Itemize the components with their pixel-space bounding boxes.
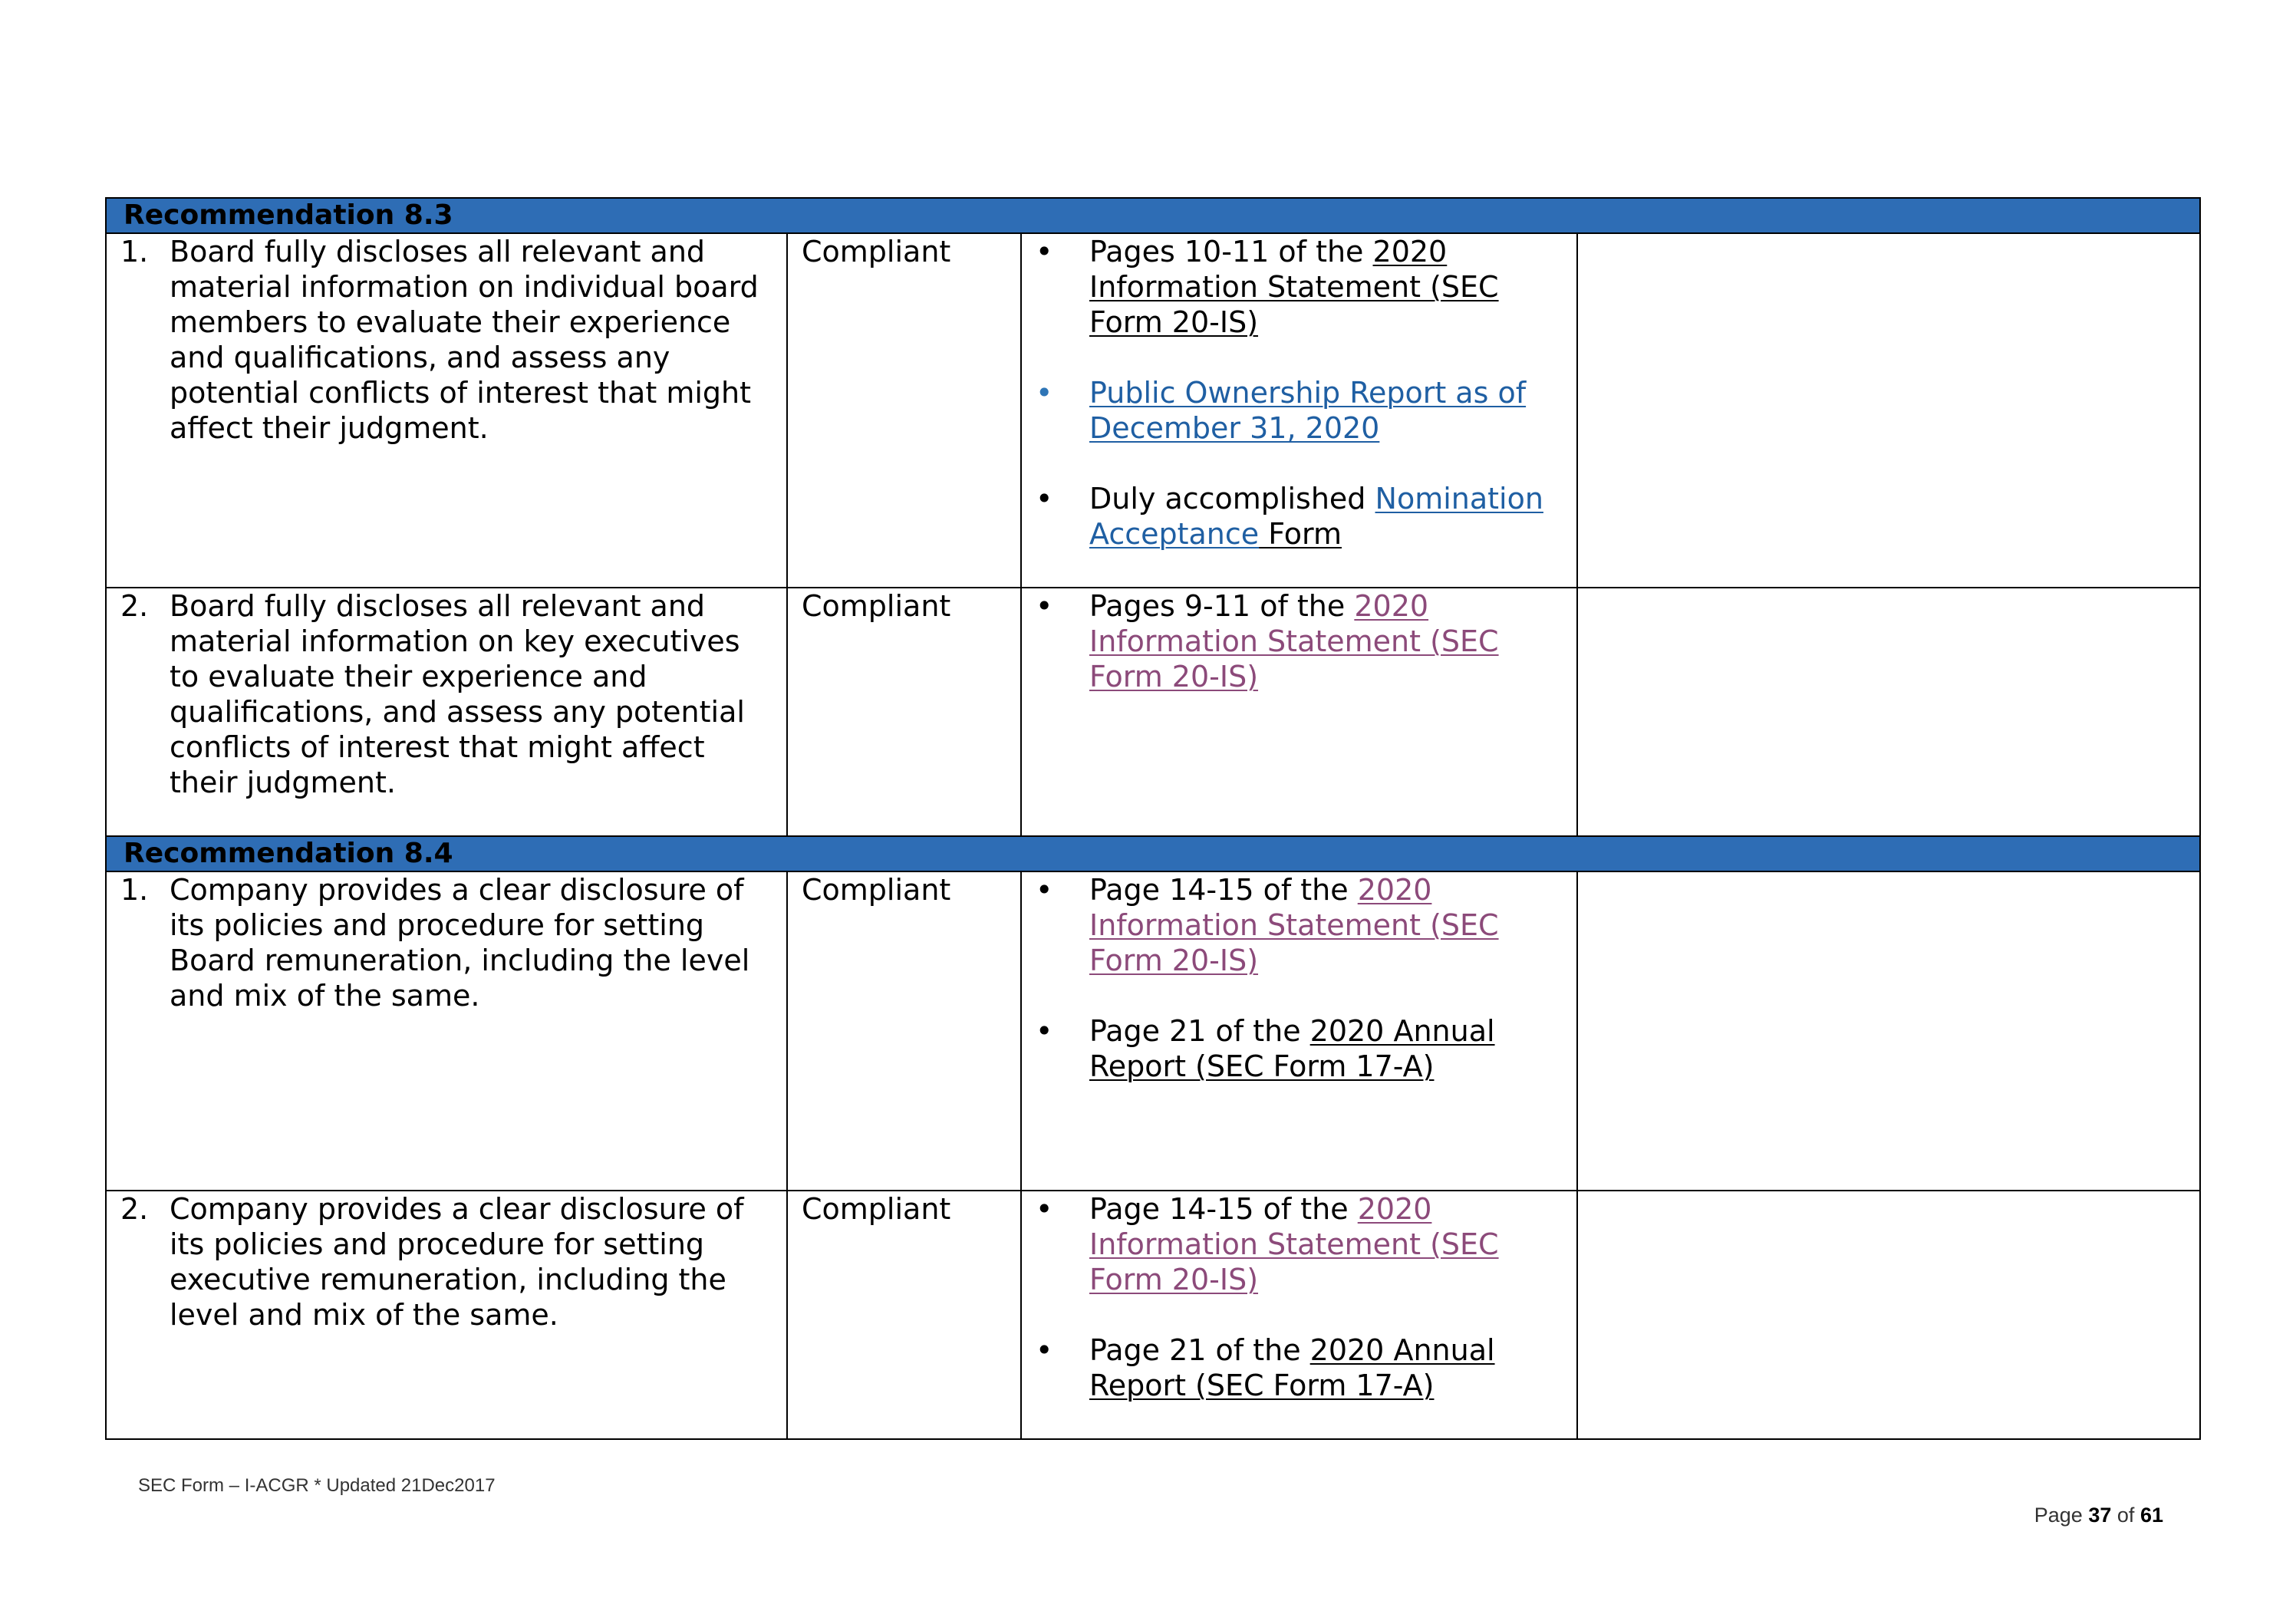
item-number: 2. bbox=[120, 589, 149, 623]
evidence-prefix: Page 14-15 of the bbox=[1089, 1192, 1358, 1226]
table-row bbox=[106, 588, 2200, 836]
bullet-icon: • bbox=[1036, 482, 1053, 516]
list-item bbox=[1036, 872, 1563, 978]
compliance-status: Compliant bbox=[787, 233, 1021, 588]
evidence-prefix: Page 14-15 of the bbox=[1089, 873, 1358, 907]
evidence-cell bbox=[1021, 588, 1577, 836]
requirement-cell bbox=[106, 1191, 787, 1439]
recommendation-title: Recommendation 8.4 bbox=[106, 836, 2200, 871]
form-label: SEC Form – I-ACGR * Updated 21Dec2017 bbox=[138, 1475, 496, 1496]
evidence-link[interactable]: Public Ownership Report as of December 31, 2020 bbox=[1089, 376, 1527, 445]
remarks-cell bbox=[1577, 871, 2200, 1191]
requirement-text: Board fully discloses all relevant and material information on individual board members to evaluate their experience and qualifications, and assess any potential conflicts of interest that might affect their judgment. bbox=[170, 235, 759, 445]
requirement-cell bbox=[106, 233, 787, 588]
recommendation-title: Recommendation 8.3 bbox=[106, 198, 2200, 233]
bullet-icon: • bbox=[1036, 376, 1053, 410]
item-number: 1. bbox=[120, 235, 149, 268]
evidence-link[interactable]: 2020 Information Statement (SEC Form 20-IS) bbox=[1089, 1192, 1499, 1296]
item-number: 1. bbox=[120, 873, 149, 907]
page-current: 37 bbox=[2088, 1504, 2112, 1527]
recommendation-header bbox=[106, 836, 2200, 871]
list-item bbox=[1036, 481, 1563, 552]
table-row bbox=[106, 871, 2200, 1191]
evidence-link[interactable]: 2020 Annual Report (SEC Form 17-A) bbox=[1089, 1014, 1495, 1083]
list-item bbox=[1036, 1191, 1563, 1297]
requirement-text: Company provides a clear disclosure of its policies and procedure for setting executive remuneration, including the level and mix of the same. bbox=[170, 1192, 744, 1332]
requirement-text: Board fully discloses all relevant and material information on key executives to evaluate their experience and qualifications, and assess any potential conflicts of interest that might affect their judgment. bbox=[170, 589, 745, 799]
bullet-icon: • bbox=[1036, 873, 1053, 907]
requirement-cell bbox=[106, 588, 787, 836]
of-word: of bbox=[2116, 1504, 2135, 1527]
evidence-cell bbox=[1021, 233, 1577, 588]
requirement-text: Company provides a clear disclosure of its policies and procedure for setting Board remuneration, including the level and mix of the same. bbox=[170, 873, 750, 1013]
evidence-link[interactable]: Nomination Acceptance bbox=[1089, 482, 1543, 551]
evidence-link[interactable]: 2020 Information Statement (SEC Form 20-IS) bbox=[1089, 589, 1499, 693]
evidence-link[interactable]: 2020 Information Statement (SEC Form 20-IS) bbox=[1089, 873, 1499, 977]
recommendation-header bbox=[106, 198, 2200, 233]
compliance-status: Compliant bbox=[787, 588, 1021, 836]
page-number bbox=[2034, 1504, 2163, 1527]
bullet-icon: • bbox=[1036, 1014, 1053, 1048]
bullet-icon: • bbox=[1036, 235, 1053, 268]
list-item bbox=[1036, 1013, 1563, 1084]
evidence-link[interactable]: 2020 Information Statement (SEC Form 20-IS) bbox=[1089, 235, 1499, 339]
compliance-status: Compliant bbox=[787, 1191, 1021, 1439]
list-item bbox=[1036, 375, 1563, 446]
evidence-prefix: Pages 10-11 of the bbox=[1089, 235, 1373, 268]
page-total: 61 bbox=[2140, 1504, 2163, 1527]
acgr-table bbox=[105, 197, 2201, 1440]
evidence-prefix: Page 21 of the bbox=[1089, 1014, 1310, 1048]
page-word: Page bbox=[2034, 1504, 2083, 1527]
evidence-suffix: Form bbox=[1259, 517, 1342, 551]
evidence-cell bbox=[1021, 1191, 1577, 1439]
table-row bbox=[106, 1191, 2200, 1439]
evidence-prefix: Pages 9-11 of the bbox=[1089, 589, 1355, 623]
evidence-cell bbox=[1021, 871, 1577, 1191]
bullet-icon: • bbox=[1036, 1333, 1053, 1367]
item-number: 2. bbox=[120, 1192, 149, 1226]
remarks-cell bbox=[1577, 1191, 2200, 1439]
remarks-cell bbox=[1577, 588, 2200, 836]
bullet-icon: • bbox=[1036, 589, 1053, 623]
requirement-cell bbox=[106, 871, 787, 1191]
list-item bbox=[1036, 588, 1563, 694]
list-item bbox=[1036, 1332, 1563, 1403]
evidence-link[interactable]: 2020 Annual Report (SEC Form 17-A) bbox=[1089, 1333, 1495, 1402]
remarks-cell bbox=[1577, 233, 2200, 588]
bullet-icon: • bbox=[1036, 1192, 1053, 1226]
evidence-prefix: Duly accomplished bbox=[1089, 482, 1375, 516]
list-item bbox=[1036, 234, 1563, 340]
table-row bbox=[106, 233, 2200, 588]
compliance-status: Compliant bbox=[787, 871, 1021, 1191]
evidence-prefix: Page 21 of the bbox=[1089, 1333, 1310, 1367]
